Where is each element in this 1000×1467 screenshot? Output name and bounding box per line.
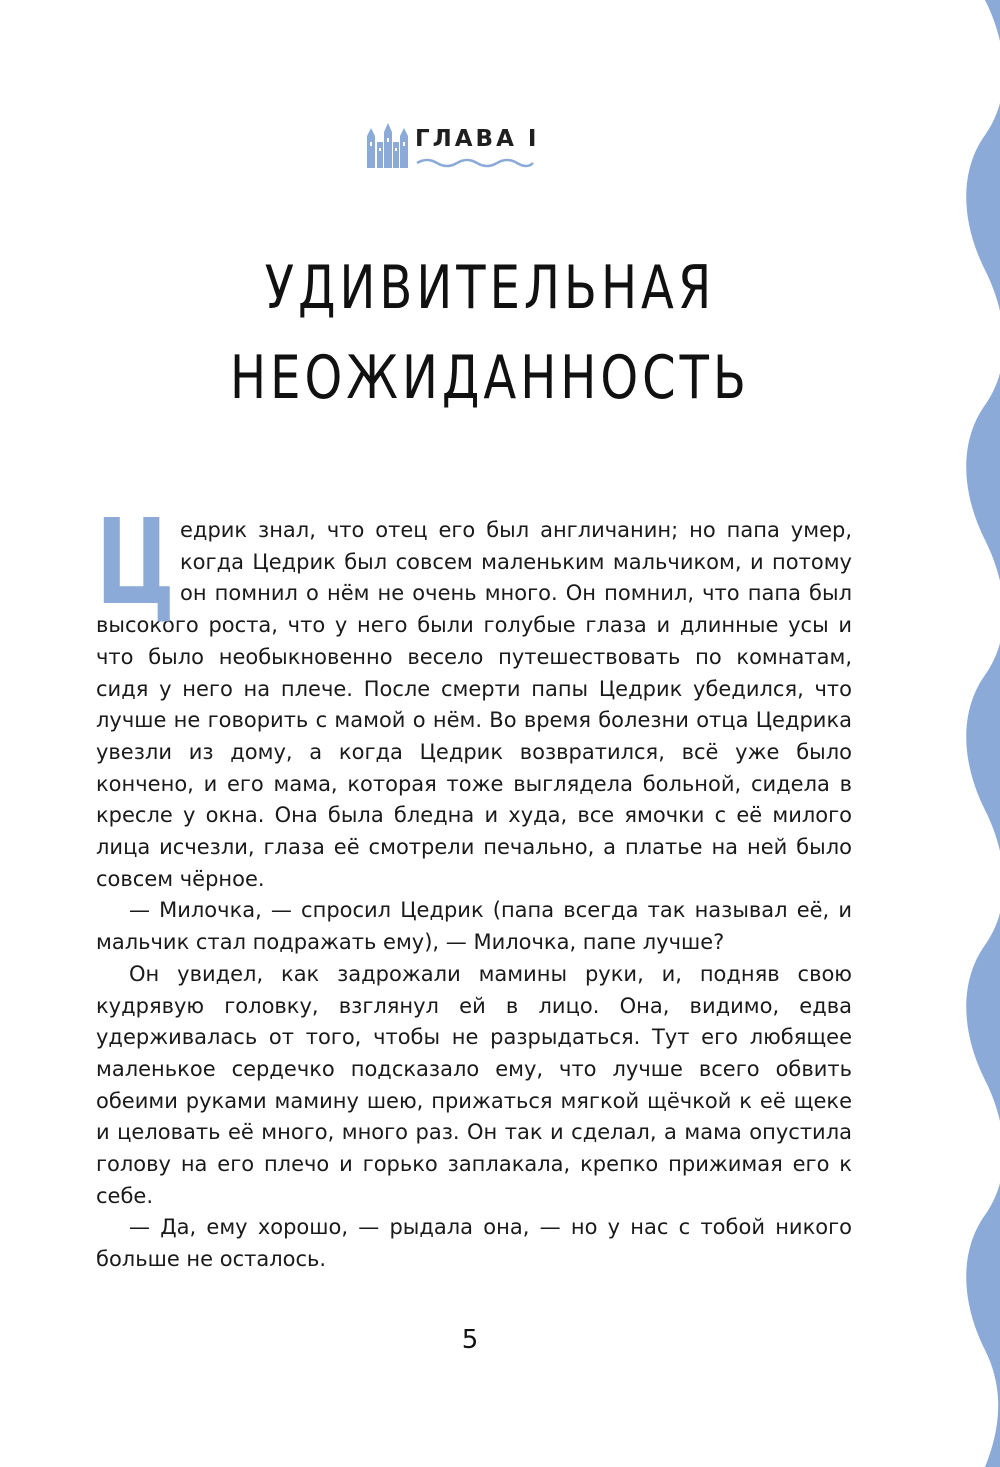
chapter-title-line-1: УДИВИТЕЛЬНАЯ (264, 253, 716, 323)
chapter-title-line-2: НЕОЖИДАННОСТЬ (230, 343, 750, 413)
wave-icon (415, 156, 535, 170)
chapter-title (194, 243, 786, 423)
body-text (96, 493, 852, 1276)
wave-border (930, 0, 1000, 1467)
castle-icon (365, 122, 409, 168)
chapter-header (365, 122, 540, 174)
paragraph-3: Он увидел, как задрожали мамины руки, и, подняв свою кудрявую головку, взглянул ей в лицо. Она, видимо, едва удерживалась от того, чтобы не разрыдаться. Тут его любящее маленькое сердечко подсказало ему, что лучше всего обвить обеими руками мамину шею, прижаться мягкой щёчкой к её щеке и целовать её много, много раз. Он так и сделал, а мама опустила голову на его плечо и горько заплакала, крепко прижимая его к себе. (96, 961, 852, 1208)
paragraph-1-text: едрик знал, что отец его был англичанин; но папа умер, когда Цедрик был совсем маленьким мальчиком, и потому он помнил о нём не очень много. Он помнил, что папа был высокого роста, что у него были голубые глаза и длинные усы и что было необыкновенно весело путешествовать по комнатам, сидя у него на плече. После смерти папы Цедрик убедился, что лучше не говорить с мамой о нём. Во время болезни отца Цедрика увезли из дому, а когда Цедрик возвратился, всё уже было кончено, и его мама, которая тоже выглядела больной, сидела в кресле у окна. Она была бледна и худа, все ямочки с её милого лица исчезли, глаза её смотрели печально, а платье на ней было совсем чёрное. (96, 518, 852, 891)
chapter-label: ГЛАВА I (415, 126, 540, 152)
paragraph-4: — Да, ему хорошо, — рыдала она, — но у нас с тобой никого больше не осталось. (96, 1215, 852, 1272)
paragraph-2: — Милочка, — спросил Цедрик (папа всегда так называл её, и мальчик стал подражать ему), — Милочка, папе лучше? (96, 898, 852, 955)
page-number: 5 (461, 1325, 479, 1355)
drop-cap: Ц (96, 493, 175, 631)
paragraph-1 (96, 493, 852, 895)
